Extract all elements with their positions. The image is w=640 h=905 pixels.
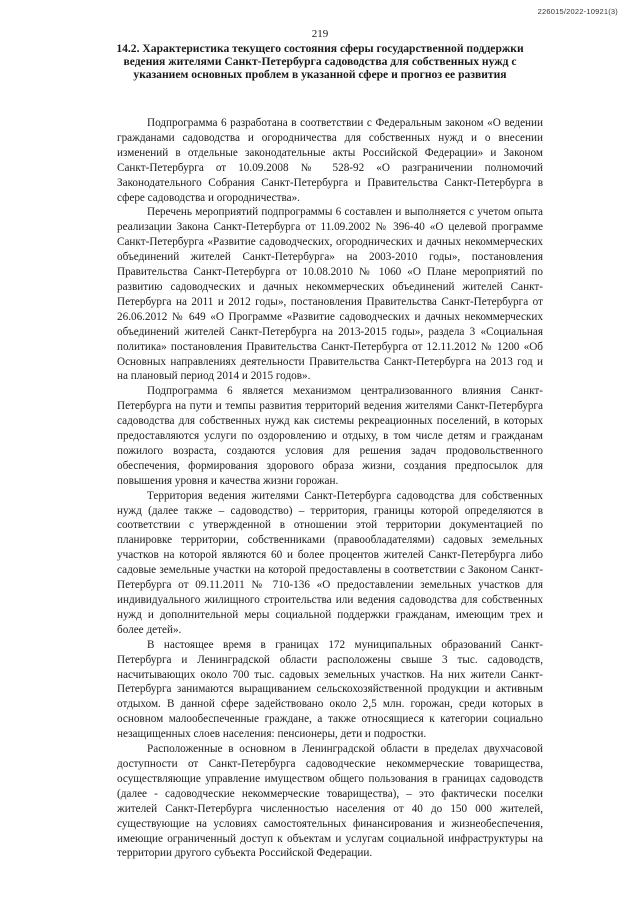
paragraph-3: Подпрограмма 6 является механизмом централизованного влияния Санкт-Петербурга на пути и темпы развития территорий ведения жителями Санкт-Петербурга садоводства для собственных нужд как системы рекреационных поселений, в которых предоставляются услуги по оздоровлению и отдыху, в том числе детям и гражданам пожилого возраста, создаются условия для решения задач продовольственного обеспечения, формирования здорового образа жизни, создания предпосылок для повышения уровня и качества жизни горожан. bbox=[117, 385, 543, 487]
document-body bbox=[117, 116, 543, 861]
page-number: 219 bbox=[311, 28, 329, 40]
paragraph-5: В настоящее время в границах 172 муниципальных образований Санкт-Петербурга и Ленинградской области расположены свыше 3 тыс. садоводств, насчитывающих около 700 тыс. садовых земельных участков. На них жители Санкт-Петербурга занимаются выращиванием сельскохозяйственной продукции и активным отдыхом. В данной сфере задействовано около 2,5 млн. горожан, среди которых в основном малообеспеченные граждане, а также относящиеся к категории социально незащищенных слоев населения: пенсионеры, дети и подростки. bbox=[117, 638, 543, 741]
paragraph-2: Перечень мероприятий подпрограммы 6 составлен и выполняется с учетом опыта реализации Закона Санкт-Петербурга от 11.09.2002 № 396-40 «О целевой программе Санкт-Петербурга «Развитие садоводческих, огороднических и дачных некоммерческих объединений жителей Санкт-Петербурга» на 2003-2010 годы», постановления Правительства Санкт-Петербурга от 10.08.2010 № 1060 «О Плане мероприятий по развитию садоводческих и дачных некоммерческих объединений жителей Санкт-Петербурга на 2011 и 2012 годы», постановления Правительства Санкт-Петербурга от 26.06.2012 № 649 «О Программе «Развитие садоводческих и дачных некоммерческих объединений жителей Санкт-Петербурга на 2013-2015 годы», раздела 3 «Социальная политика» постановления Правительства Санкт-Петербурга от 12.11.2012 № 1200 «Об Основных направлениях деятельности Правительства Санкт-Петербурга на 2013 год и на плановый период 2014 и 2015 годов». bbox=[117, 206, 543, 383]
paragraph-6: Расположенные в основном в Ленинградской области в пределах двухчасовой доступности от Санкт-Петербурга садоводческие некоммерческие товарищества, осуществляющие управление имуществом общего пользования в границах садоводств (далее - садоводческие некоммерческие товарищества), – это фактически поселки жителей Санкт-Петербурга численностью населения от 40 до 150 000 жителей, существующие на условиях самостоятельных финансирования и жизнеобеспечения, имеющие ограниченный доступ к объектам и услугам социальной инфраструктуры на территории другого субъекта Российской Федерации. bbox=[117, 743, 543, 860]
paragraph-4: Территория ведения жителями Санкт-Петербурга садоводства для собственных нужд (далее также – садоводство) – территория, границы которой определяются в соответствии с утвержденной в отношении этой территории документацией по планировке территории, собственниками (правообладателями) садовых земельных участков на которой являются 60 и более процентов жителей Санкт-Петербурга либо садовые земельные участки на которой предоставлены в соответствии с Законом Санкт-Петербурга от 09.11.2011 № 710-136 «О предоставлении земельных участков для индивидуального жилищного строительства или ведения садоводства для собственных нужд и дополнительной меры социальной поддержки гражданам, имеющим трех и более детей». bbox=[117, 489, 543, 636]
section-heading: 14.2. Характеристика текущего состояния сферы государственной поддержки ведения жителями Санкт-Петербурга садоводства для собственных нужд с указанием основных проблем в указанной сфере и прогноз ее развития bbox=[116, 42, 524, 81]
document-registration-number: 226015/2022-10921(3) bbox=[537, 7, 618, 16]
paragraph-1: Подпрограмма 6 разработана в соответствии с Федеральным законом «О ведении гражданами садоводства и огородничества для собственных нужд и о внесении изменений в отдельные законодательные акты Российской Федерации» и Законом Санкт-Петербурга от 10.09.2008 № 528-92 «О разграничении полномочий Законодательного Собрания Санкт-Петербурга и Правительства Санкт-Петербурга в сфере садоводства и огородничества». bbox=[117, 117, 543, 204]
